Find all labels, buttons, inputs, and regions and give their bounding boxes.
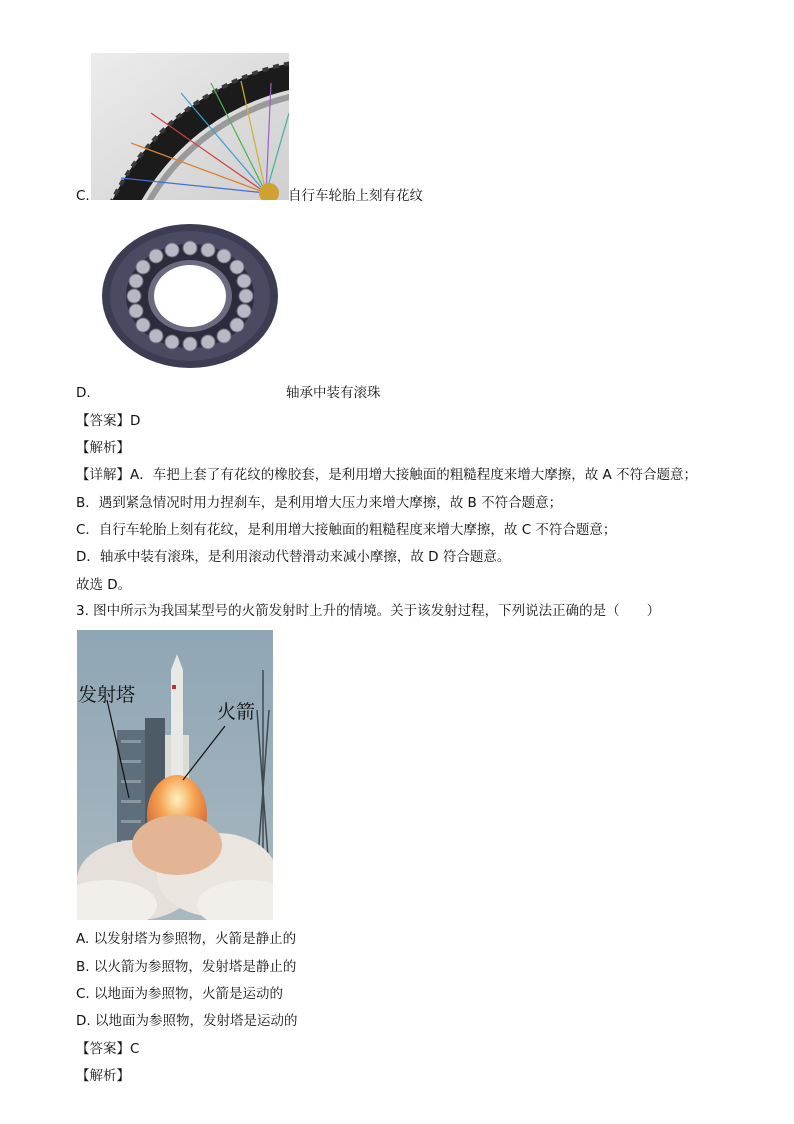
option-d-letter: D. [76,385,91,401]
rocket-launch-image [77,630,273,920]
q2-detail-d: D．轴承中装有滚珠，是利用滚动代替滑动来减小摩擦，故 D 符合题意。 [76,549,511,565]
q3-option-a: A. 以发射塔为参照物，火箭是静止的 [76,931,297,947]
bicycle-tire-image [91,53,289,200]
q3-option-c: C. 以地面为参照物，火箭是运动的 [76,986,284,1002]
q3-stem: 3. 图中所示为我国某型号的火箭发射时上升的情境。关于该发射过程，下列说法正确的是（ ） [76,603,661,619]
q3-option-b: B. 以火箭为参照物，发射塔是静止的 [76,959,297,975]
q2-detail-b: B．遇到紧急情况时用力捏刹车，是利用增大压力来增大摩擦，故 B 不符合题意； [76,495,563,511]
option-c-caption: 自行车轮胎上刻有花纹 [288,188,423,204]
q3-analysis-title: 【解析】 [76,1068,130,1084]
option-c-letter: C. [76,188,90,204]
q2-answer: 【答案】D [76,413,141,429]
q3-option-d: D. 以地面为参照物，发射塔是运动的 [76,1013,298,1029]
rocket-label: 火箭 [217,701,256,723]
bearing-image [98,222,282,372]
q2-detail-a: 【详解】A．车把上套了有花纹的橡胶套，是利用增大接触面的粗糙程度来增大摩擦，故 A 不符合题意； [76,467,698,483]
q3-answer: 【答案】C [76,1041,140,1057]
q2-conclusion: 故选 D。 [76,577,132,593]
option-d-caption: 轴承中装有滚珠 [286,385,381,401]
tower-label: 发射塔 [78,684,136,706]
q2-analysis-title: 【解析】 [76,440,130,456]
q2-detail-c: C．自行车轮胎上刻有花纹，是利用增大接触面的粗糙程度来增大摩擦，故 C 不符合题意； [76,522,617,538]
